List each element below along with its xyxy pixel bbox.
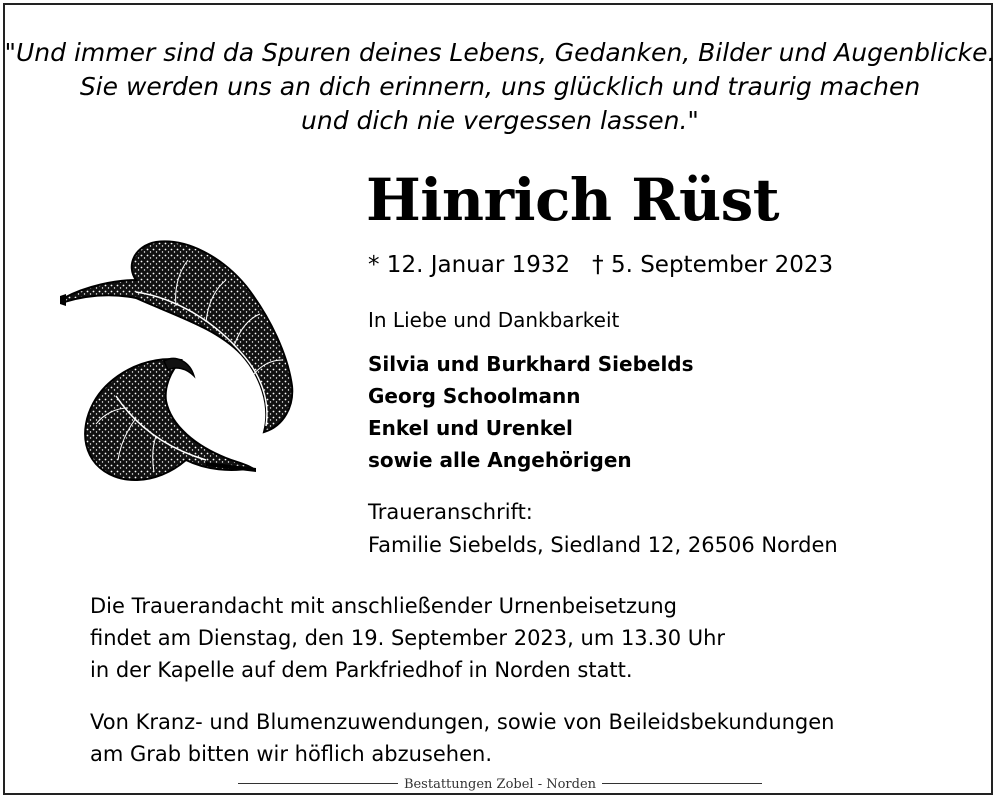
mourners-list [368,348,694,476]
leaves-icon [56,236,296,488]
footer-text: Bestattungen Zobel - Norden [403,777,597,792]
mourner-line: sowie alle Angehörigen [368,448,632,472]
quote-line: Sie werden uns an dich erinnern, uns glücklich und traurig machen [79,72,921,101]
quote-line: "Und immer sind da Spuren deines Lebens, Gedanken, Bilder und Augenblicke. [4,38,996,67]
footer-rule-left [238,783,398,784]
address-label: Traueranschrift: [368,500,533,524]
mourning-address [368,496,838,562]
ceremony-line: Die Trauerandacht mit anschließender Urnenbeisetzung [90,594,677,618]
address-value: Familie Siebelds, Siedland 12, 26506 Norden [368,533,838,557]
mourner-line: Enkel und Urenkel [368,416,573,440]
quote-block [0,36,1000,138]
deceased-name: Hinrich Rüst [366,166,780,234]
life-dates [368,250,833,280]
footer-rule-right [602,783,762,784]
ceremony-line: findet am Dienstag, den 19. September 2023, um 13.30 Uhr [90,626,726,650]
quote-line: und dich nie vergessen lassen." [301,106,699,135]
request-line: Von Kranz- und Blumenzuwendungen, sowie von Beileidsbekundungen [90,710,835,734]
mourner-line: Silvia und Burkhard Siebelds [368,352,694,376]
birth-date: * 12. Januar 1932 [368,252,571,278]
ceremony-line: in der Kapelle auf dem Parkfriedhof in Norden statt. [90,658,633,682]
mourner-line: Georg Schoolmann [368,384,581,408]
request-text [90,706,834,770]
request-line: am Grab bitten wir höflich abzusehen. [90,742,492,766]
ceremony-text [90,590,725,686]
gratitude-text: In Liebe und Dankbarkeit [368,308,620,332]
death-date: † 5. September 2023 [592,252,834,278]
footer [0,773,1000,792]
